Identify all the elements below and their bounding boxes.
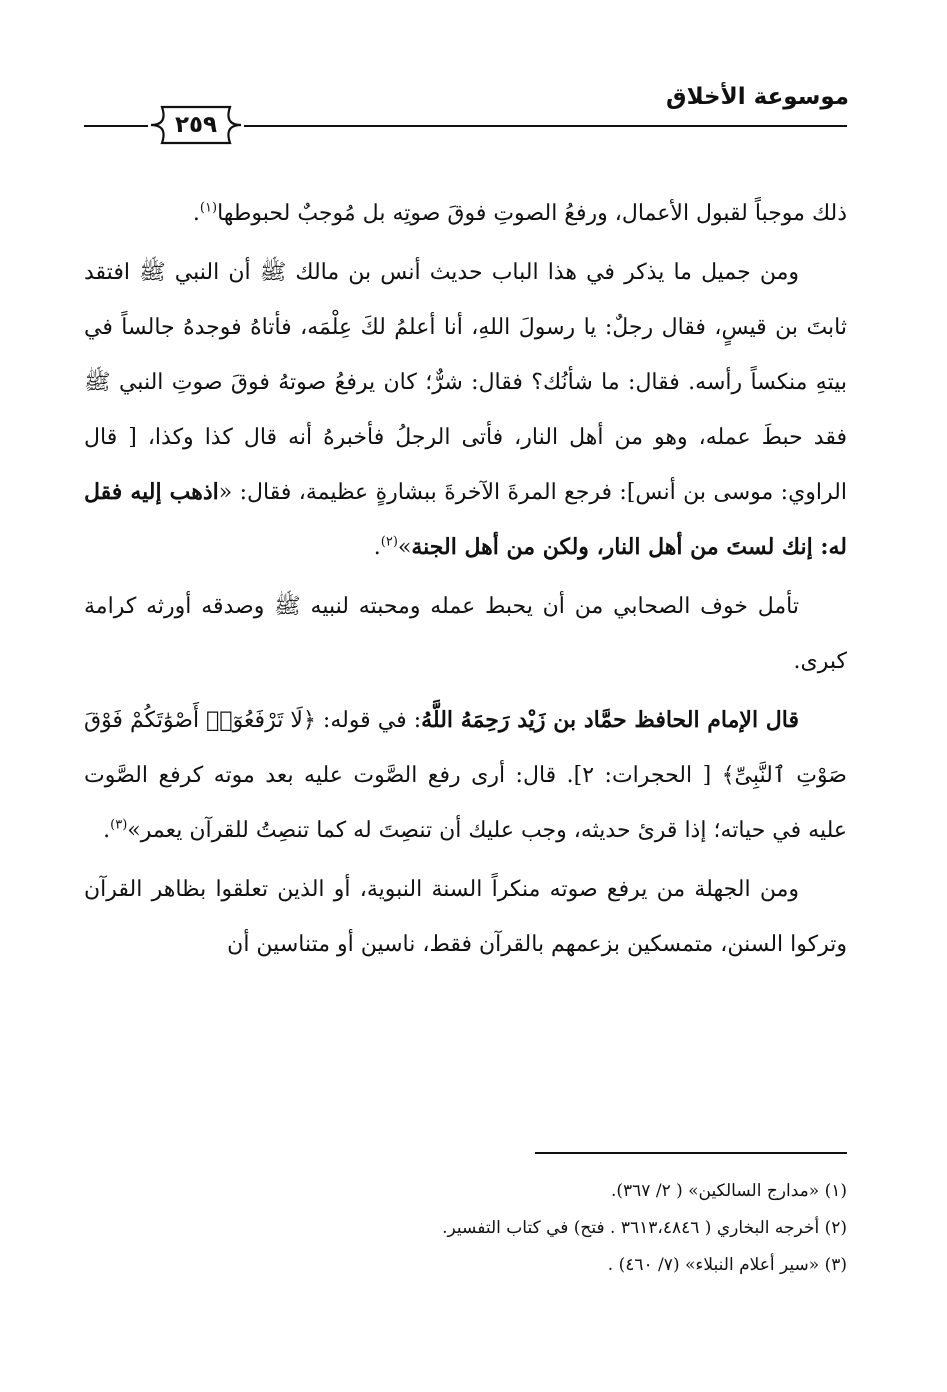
paragraph-3: تأمل خوف الصحابي من أن يحبط عمله ومحبته لنبيه ﷺ وصدقه أورثه كرامة كبرى. — [84, 594, 847, 674]
running-header-title: موسوعة الأخلاق — [666, 84, 849, 110]
paragraph-2-text: ومن جميل ما يذكر في هذا الباب حديث أنس بن مالك ﷺ أن النبي ﷺ افتقد ثابتَ بن قيسٍ، فقال رجلٌ: يا رسولَ اللهِ، أنا أعلمُ لكَ عِلْمَه، فأتاهُ فوجدهُ جالساً في بيتهِ منكساً رأسه. فقال: ما شأنُك؟ فقال: شرٌّ؛ كان يرفعُ صوتهُ فوقَ صوتِ النبي ﷺ فقد حبطَ عمله، وهو من أهل النار، فأتى الرجلُ فأخبرهُ أنه قال كذا وكذا، [ قال الراوي: موسى بن أنس]: فرجع المرةَ الآخرةَ ببشارةٍ عظيمة، فقال: « — [84, 260, 847, 505]
main-text — [84, 186, 847, 976]
paragraph-5: ومن الجهلة من يرفع صوته منكراً السنة النبوية، أو الذين تعلقوا بظاهر القرآن وتركوا السنن، متمسكين بزعمهم بالقرآن فقط، ناسين أو متناسين أن — [84, 877, 847, 957]
footnote-1: (١) «مدارج السالكين» ( ٢/ ٣٦٧). — [610, 1181, 847, 1201]
paragraph-2-end: . — [373, 535, 381, 560]
paragraph-4-end: . — [103, 818, 111, 843]
page-number: ٢٥٩ — [174, 112, 218, 138]
header-rule-left — [84, 125, 148, 127]
paragraph-1-text: ذلك موجباً لقبول الأعمال، ورفعُ الصوتِ فوقَ صوتِه بل مُوجبٌ لحبوطها — [217, 201, 847, 226]
paragraph-1 — [84, 186, 847, 241]
footnote-ref-3: (٣) — [110, 817, 128, 833]
paragraph-1-end: . — [192, 201, 200, 226]
paragraph-4 — [84, 693, 847, 858]
paragraph-2 — [84, 245, 847, 575]
footnote-2: (٢) أخرجه البخاري ( ٣٦١٣،٤٨٤٦ . فتح) في كتاب التفسير. — [442, 1218, 847, 1238]
footnotes — [147, 1173, 847, 1284]
paragraph-4-text: : في قوله: ﴿لَا تَرْفَعُوٓا۟ أَصْوَٰتَكُمْ فَوْقَ صَوْتِ ٱلنَّبِىِّ﴾ [ الحجرات: ٢]. قال: أرى رفع الصَّوت عليه بعد موته كرفع الصَّوت عليه في حياته؛ إذا قرئ حديثه، وجب عليك أن تنصِتَ له كما تنصِتُ للقرآن يعمر» — [84, 708, 847, 843]
page-number-ornament — [148, 104, 244, 146]
scholar-name: قال الإمام الحافظ حمَّاد بن زَيْد رَحِمَهُ اللَّهُ — [421, 707, 799, 733]
footnote-ref-1: (١) — [199, 200, 218, 216]
paragraph-2-quote-close: » — [397, 535, 412, 560]
footnote-ref-2: (٢) — [380, 534, 398, 550]
footnote-separator — [535, 1152, 847, 1154]
footnote-3: (٣) «سير أعلام النبلاء» (٧/ ٤٦٠) . — [607, 1255, 847, 1275]
header-rule-right — [244, 125, 847, 127]
hadith-quote: اذهب إليه فقل له: إنك لستَ من أهل النار، ولكن من أهل الجنة — [84, 479, 847, 560]
